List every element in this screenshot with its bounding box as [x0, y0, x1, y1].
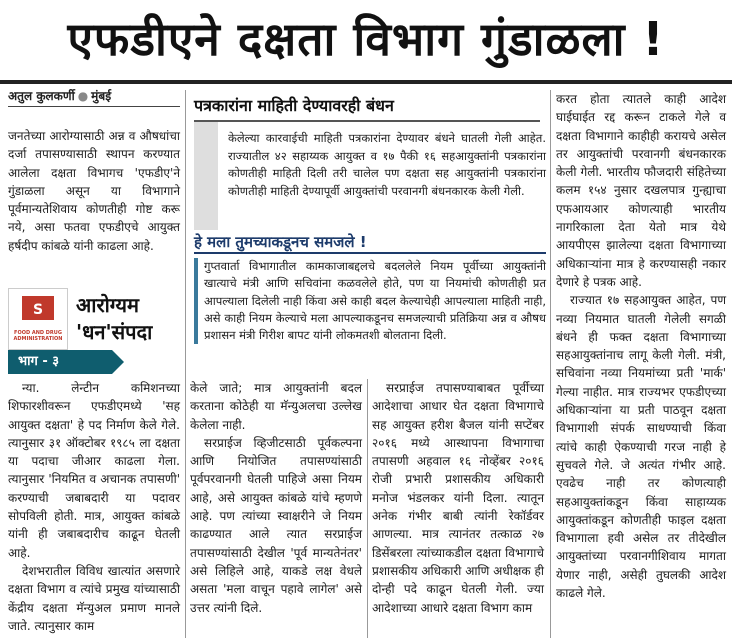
- series-name-line2: 'धन'संपदा: [76, 320, 153, 344]
- column-divider: [185, 90, 186, 638]
- series-part-badge: भाग - ३: [8, 350, 112, 374]
- paragraph: केले जाते; मात्र आयुक्तांनी बदल करताना कोठेही या मॅन्युअलचा उल्लेख केलेला नाही.: [190, 381, 362, 432]
- byline: [8, 87, 111, 104]
- sidebar-box-accent: [194, 122, 218, 230]
- sidebar-box-text: [228, 130, 546, 200]
- paragraph: करत होता त्यातले काही आदेश घाईघाईत रद्द करून टाकले गेले व दक्षता विभागाने काहीही करायचे असेल तर आयुक्तांची परवानगी बंधनकारक केली गेली. भारतीय फौजदारी संहितेच्या कलम १५४ नुसार दखलपात्र गुन्ह्याचा एफआयआर कोणत्याही भारतीय नागरिकाला देता येतो मात्र येथे आयपीएस झालेल्या दक्षता विभागाच्या अधिकाऱ्यांना मात्र हे करण्यासही नकार देणारे हे पत्रक आहे.: [556, 92, 726, 289]
- svg-text:S: S: [32, 302, 44, 318]
- quote-text: [194, 258, 546, 344]
- sidebar-box-rule: [194, 120, 540, 122]
- article-column-3: [372, 379, 544, 617]
- bullet-icon: ●: [77, 89, 89, 103]
- byline-rule: [8, 106, 180, 107]
- paragraph: न्या. लेन्टीन कमिशनच्या शिफारशीवरून एफडीएमध्ये 'सह आयुक्त दक्षता' हे पद निर्माण केले गेले. त्यानुसार ३१ ऑक्टोबर १९८५ ला दक्षता या पदाचा जीआर काढला गेला. त्यानुसार 'नियमित व अचानक तपासणी' करण्याची जबाबदारी या पदावर सोपविली होती. मात्र, आयुक्त कांबळे यांनी ही जबाबदारीच काढून घेतली आहे.: [8, 381, 180, 560]
- article-column-2: [190, 379, 362, 617]
- article-column-4: [556, 90, 726, 602]
- headline: एफडीएने दक्षता विभाग गुंडाळला !: [67, 12, 665, 66]
- byline-city: मुंबई: [91, 89, 112, 103]
- intro-paragraph: [8, 127, 180, 255]
- fda-logo-icon: [20, 292, 56, 324]
- quote-rule: [194, 252, 546, 254]
- sidebar-box-title: पत्रकारांना माहिती देण्यावरही बंधन: [194, 96, 394, 115]
- paragraph: सरप्राईज तपासण्याबाबत पूर्वीच्या आदेशाचा आधार घेत दक्षता विभागाचे सह आयुक्त हरीश बैजल यांनी सप्टेंबर २०१६ मध्ये आस्थापना विभागाचा तपासणी अहवाल १६ नोव्हेंबर २०१६ रोजी प्रभारी प्रशासकीय अधिकारी मनोज भंडलकर यांनी दिला. त्यातून अनेक गंभीर बाबी त्यांनी रेकॉर्डवर आणल्या. मात्र त्यानंतर तत्काळ २७ डिसेंबरला त्यांच्याकडील दक्षता विभागाचे प्रशासकीय अधिकारी आणि अधीक्षक ही दोन्ही पदे काढून घेतली गेली. ज्या आदेशाच्या आधारे दक्षता विभाग काम: [372, 381, 544, 615]
- column-divider: [367, 379, 368, 638]
- intro-text: जनतेच्या आरोग्यासाठी अन्न व औषधांचा दर्जा तपासण्यासाठी स्थापन करण्यात आलेला दक्षता विभागच 'एफडीए'ने गुंडाळला असून या विभागाने पूर्वमान्यतेशिवाय कोणतीही गोष्ट करू नये, असा फतवा एफडीएचे आयुक्त हर्षदीप कांबळे यांनी काढला आहे.: [8, 129, 180, 253]
- headline-rule: [0, 80, 732, 84]
- badge-arrow: [112, 350, 124, 374]
- article-column-1: [8, 379, 180, 635]
- series-name-line1: आरोग्यम: [76, 293, 139, 317]
- fda-logo-text: FOOD AND DRUG ADMINISTRATION: [13, 330, 63, 342]
- byline-author: अतुल कुलकर्णी: [8, 89, 75, 103]
- column-divider: [550, 90, 551, 638]
- sidebar-box-paragraph: केलेल्या कारवाईची माहिती पत्रकारांना देण्यावर बंधने घातली गेली आहेत. राज्यातील ४२ सहाय्यक आयुक्त व १७ पैकी १६ सहआयुक्तांनी पत्रकारांना कोणतीही माहिती दिली तरी चालेल पण दक्षता सह आयुक्तांनी पत्रकारांना कोणतीही माहिती देण्यापूर्वी आयुक्तांची परवानगी बंधनकारक केली गेली.: [228, 131, 546, 198]
- paragraph: राज्यात १७ सहआयुक्त आहेत, पण नव्या नियमात घातली गेलेली सगळी बंधने ही फक्त दक्षता विभागाच्या सहआयुक्तांनाच लागू केली गेली. मंत्री, सचिवांना नव्या नियमांच्या प्रती 'मार्क' गेल्या नाहीत. मात्र राज्यभर एफडीएच्या अधिकाऱ्यांना या प्रती पाठवून दक्षता विभागाशी संपर्क साधण्याची किंवा त्यांचे काही ऐकण्याची गरज नाही हे सुचवले गेले. जे अत्यंत गंभीर आहे. एवढेच नाही तर कोणत्याही सहआयुक्तांकडून किंवा साहाय्यक आयुक्तांकडून कोणतीही फाइल दक्षता विभागाला हवी असेल तर तीदेखील आयुक्तांच्या परवानगीशिवाय मागता येणार नाही, असेही तुघलकी आदेश काढले गेले.: [556, 293, 726, 601]
- paragraph: देशभरातील विविध खात्यांत असणारे दक्षता विभाग व त्यांचे प्रमुख यांच्यासाठी केंद्रीय दक्षता मॅन्युअल प्रमाण मानले जाते. त्यानुसार काम: [8, 563, 180, 633]
- paragraph: सरप्राईज व्हिजीटसाठी पूर्वकल्पना आणि नियोजित तपासण्यांसाठी पूर्वपरवानगी घेतली पाहिजे असा नियम आहे, असे आयुक्त कांबळे यांचे म्हणणे आहे. पण त्यांच्या स्वाक्षरीने जे नियम काढण्यात आले त्यात सरप्राईज तपासण्यांसाठी देखील 'पूर्व मान्यतेनंतर' असे लिहिले आहे, याकडे लक्ष वेधले असता 'मला वाचून पहावे लागेल' असे उत्तर त्यांनी दिले.: [190, 435, 362, 615]
- quote-paragraph: गुप्तवार्ता विभागातील कामकाजाबद्दलचे बदललेले नियम पूर्वीच्या आयुक्तांनी खात्याचे मंत्री आणि सचिवांना कळवलेले होते, पण या नियमांची कोणतीही प्रत आपल्याला दिलेली नाही किंवा असे काही बदल केल्याचेही आपल्याला माहिती नाही, असे काही नियम केल्याचे मला आपल्याकडूनच समजल्याची प्रतिक्रिया अन्न व औषध प्रशासन मंत्री गिरीश बापट यांनी लोकमतशी बोलताना दिली.: [204, 259, 546, 343]
- quote-title: हे मला तुमच्याकडूनच समजले !: [194, 233, 367, 251]
